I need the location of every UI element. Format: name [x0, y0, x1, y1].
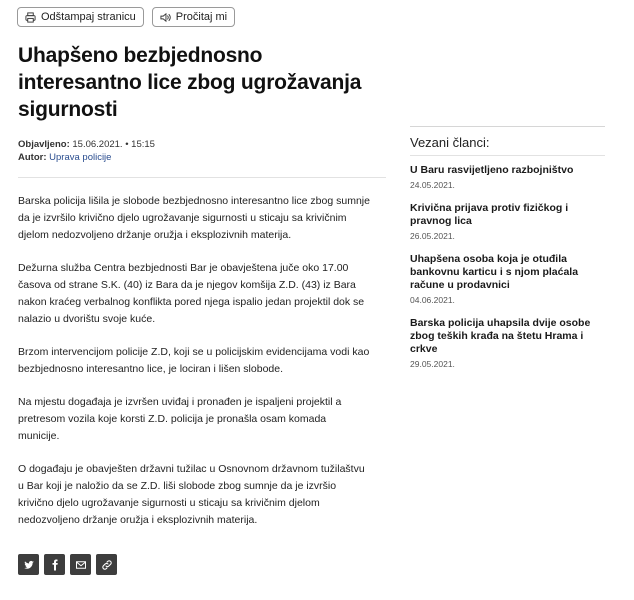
author-link[interactable]: Uprava policije [49, 152, 112, 163]
article-paragraph: O događaju je obavješten državni tužilac u Osnovnom državnom tužilaštvu u Bar koji je naložio da se Z.D. liši slobode zbog sumnje da je izvršio krivično djelo ugrožavanje sigurnosti u sticaju sa krivičnim djelom nedozvoljeno držanje oružja i eksplozivnih materija. [18, 463, 365, 526]
related-article-date: 24.05.2021. [410, 180, 455, 190]
share-bar [18, 554, 117, 575]
related-article-link[interactable]: U Baru rasvijetljeno razbojništvo [410, 164, 574, 176]
divider [18, 177, 386, 178]
share-link-button[interactable] [96, 554, 117, 575]
related-article [410, 164, 605, 190]
related-article-link[interactable]: Krivična prijava protiv fizičkog i pravnog lica [410, 202, 569, 227]
read-aloud-label: Pročitaj mi [175, 11, 228, 23]
link-icon [101, 559, 113, 571]
printer-icon [25, 12, 36, 23]
share-email-button[interactable] [70, 554, 91, 575]
facebook-icon [49, 559, 61, 571]
article-body [18, 193, 370, 545]
related-article-date: 04.06.2021. [410, 295, 455, 305]
published-label: Objavljeno: [18, 139, 70, 150]
related-article-link[interactable]: Barska policija uhapsila dvije osobe zbog teških krađa na štetu Hrama i crkve [410, 317, 591, 355]
share-twitter-button[interactable] [18, 554, 39, 575]
article-paragraph: Na mjestu događaja je izvršen uviđaj i pronađen je ispaljeni projektil a pretresom vozila koje korsti Z.D. policija je pronašla osam komada municije. [18, 396, 342, 442]
article-paragraph: Dežurna služba Centra bezbjednosti Bar je obavještena juče oko 17.00 časova od strane S.K. (40) iz Bara da je njegov komšija Z.D. (43) iz Bara nakon kraćeg verbalnog konflikta pored njega ispalio jedan projektil dok se nalazio u dvorištu svoje kuće. [18, 262, 365, 325]
article-paragraph: Barska policija lišila je slobode bezbjednosno interesantno lice zbog sumnje da je izvršilo krivično djelo ugrožavanje sigurnosti u sticaju sa krivičnim djelom nedozvoljeno držanje oružja i eksplozivnih materija. [18, 195, 370, 241]
article-paragraph: Brzom intervencijom policije Z.D, koji se u policijskim evidencijama vodi kao bezbjednosno interesantno lice, je lociran i lišen slobode. [18, 346, 370, 375]
email-icon [75, 559, 87, 571]
related-article [410, 253, 605, 305]
related-article-link[interactable]: Uhapšena osoba koja je otuđila bankovnu karticu i s njom plaćala račune u prodavnici [410, 253, 579, 291]
share-facebook-button[interactable] [44, 554, 65, 575]
related-article-date: 26.05.2021. [410, 231, 455, 241]
published-line [18, 138, 155, 151]
related-articles-heading: Vezani članci: [410, 135, 490, 150]
author-line [18, 151, 155, 164]
related-article [410, 202, 605, 241]
divider [410, 155, 605, 156]
toolbar [17, 7, 235, 27]
related-article-date: 29.05.2021. [410, 359, 455, 369]
related-article [410, 317, 605, 369]
read-aloud-button[interactable] [152, 7, 235, 27]
author-label: Autor: [18, 152, 47, 163]
speaker-icon [160, 12, 171, 23]
print-page-label: Odštampaj stranicu [41, 11, 136, 23]
article-meta [18, 138, 155, 164]
divider [410, 126, 605, 127]
published-value: 15.06.2021. • 15:15 [72, 139, 155, 150]
print-page-button[interactable] [17, 7, 144, 27]
article-title: Uhapšeno bezbjednosno interesantno lice zbog ugrožavanja sigurnosti [18, 44, 362, 121]
twitter-icon [23, 559, 35, 571]
related-articles-list [410, 164, 605, 381]
